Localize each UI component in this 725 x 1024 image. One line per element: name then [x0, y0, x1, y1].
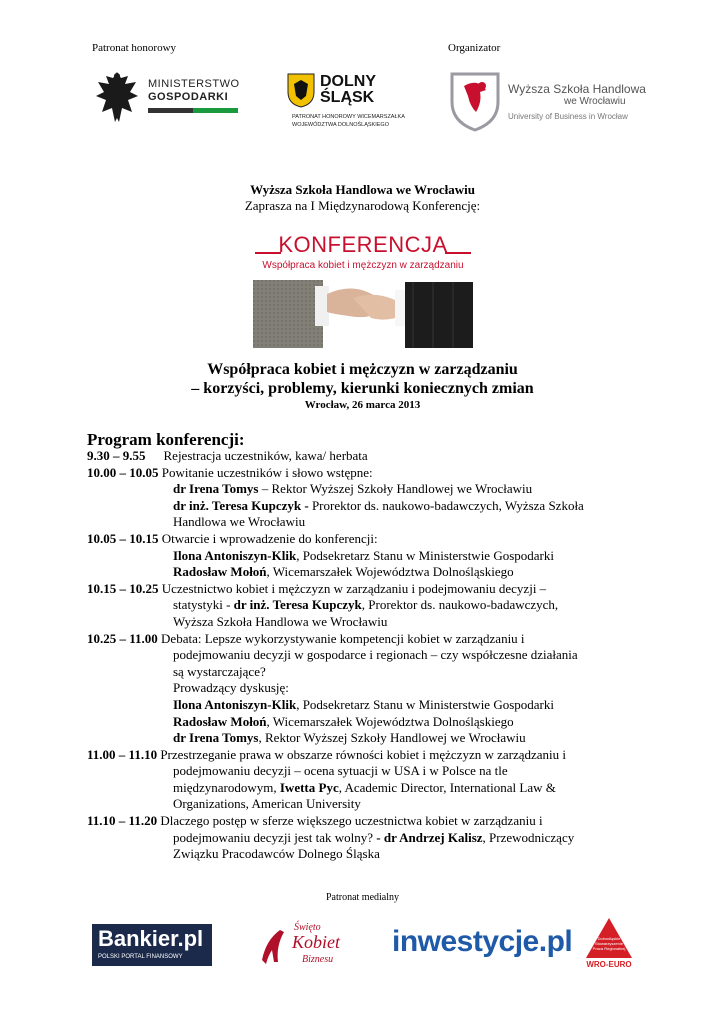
- dolny-slask-logo: [282, 70, 405, 140]
- program-text: Związku Pracodawców Dolnego Śląska: [173, 846, 380, 862]
- swieto-line1: Święto: [294, 922, 321, 933]
- dolny-sub1: PATRONAT HONOROWY WICEMARSZAŁKA: [292, 114, 405, 120]
- patronat-honorowy-label: Patronat honorowy: [92, 42, 177, 54]
- banner-title: KONFERENCJA: [278, 232, 448, 257]
- program-speaker: [87, 498, 647, 515]
- program-item: [87, 581, 647, 598]
- conference-title-line1: Współpraca kobiet i mężczyzn w zarządzaniu: [207, 361, 518, 378]
- program-text: Otwarcie i wprowadzenie do konferencji:: [161, 530, 378, 546]
- wsh-line2: we Wrocławiu: [564, 96, 626, 107]
- program-item: [87, 631, 647, 648]
- program-text: podejmowaniu decyzji – ocena sytuacji w USA i w Polsce na tle: [173, 763, 508, 779]
- bankier-name: Bankier.pl: [98, 926, 204, 951]
- program-time: 11.00 – 11.10: [87, 746, 158, 762]
- ministerstwo-line2: GOSPODARKI: [148, 91, 229, 103]
- intro-org: Wyższa Szkoła Handlowa we Wrocławiu: [250, 182, 475, 197]
- program-text: Powitanie uczestników i słowo wstępne:: [161, 464, 373, 480]
- program-text: międzynarodowym,: [173, 779, 280, 795]
- speaker-role: , Prorektor ds. naukowo-badawczych,: [361, 597, 559, 613]
- program-time: 10.25 – 11.00: [87, 630, 158, 646]
- wro-line1: Dolnośląskie: [597, 936, 621, 941]
- inwestycje-logo: inwestycje.pl: [392, 925, 573, 958]
- program-text: Rejestracja uczestników, kawa/ herbata: [163, 448, 368, 463]
- program-line: [87, 846, 647, 863]
- wro-euro-name: WRO-EURO: [586, 960, 632, 969]
- program-text: podejmowaniu decyzji w gospodarce i regionach – czy współczesne działania: [173, 647, 578, 663]
- program-text: Prowadzący dyskusję:: [173, 680, 289, 696]
- program-text: Dlaczego postęp w sferze większego uczestnictwa kobiet w zarządzaniu i: [160, 813, 543, 829]
- program-item: [87, 747, 647, 764]
- conference-title-line2: – korzyści, problemy, kierunki koniecznych zmian: [191, 380, 534, 397]
- speaker-name: dr Irena Tomys: [173, 730, 259, 746]
- program-line: [87, 614, 647, 631]
- conference-date: Wrocław, 26 marca 2013: [304, 399, 421, 411]
- program-speaker: [87, 730, 647, 747]
- organizator-label: Organizator: [448, 42, 501, 54]
- heel-shoe-icon: [258, 920, 288, 970]
- speaker-role: – Rektor Wyższej Szkoły Handlowej we Wrocławiu: [258, 481, 533, 497]
- speaker-name: Ilona Antoniszyn-Klik: [173, 547, 297, 563]
- speaker-role: , Wicemarszałek Województwa Dolnośląskiego: [266, 713, 514, 729]
- konferencja-banner: [253, 228, 473, 348]
- dolny-slask-crest-icon: [286, 72, 316, 108]
- speaker-role: , Podsekretarz Stanu w Ministerstwie Gospodarki: [296, 696, 554, 712]
- program-line: [87, 796, 647, 813]
- program-time: 10.15 – 10.25: [87, 580, 159, 596]
- swieto-kobiet-biznesu-logo: [258, 920, 358, 972]
- swieto-line3: Biznesu: [302, 954, 334, 965]
- speaker-name: Iwetta Pyc: [279, 779, 339, 795]
- speaker-name: dr inż. Teresa Kupczyk -: [173, 497, 309, 513]
- eagle-icon: [92, 68, 142, 128]
- bankier-sub: POLSKI PORTAL FINANSOWY: [98, 954, 183, 960]
- program-text: statystyki -: [173, 597, 234, 613]
- dolny-line1: DOLNY: [320, 73, 376, 90]
- speaker-role-cont: Wyższa Szkoła Handlowa we Wrocławiu: [173, 613, 388, 629]
- wsh-line3: University of Business in Wrocław: [508, 112, 628, 121]
- speaker-name: dr Irena Tomys: [173, 481, 259, 497]
- wro-line3: Praca Regionalnej: [592, 946, 626, 951]
- wsh-shield-icon: [448, 68, 502, 132]
- program-item: [87, 448, 647, 465]
- wsh-logo: [448, 68, 648, 134]
- program-heading: Program konferencji:: [87, 430, 245, 449]
- handshake-illustration: [253, 276, 473, 348]
- program-item: [87, 465, 647, 482]
- program-item: [87, 531, 647, 548]
- speaker-role: , Przewodniczący: [482, 829, 575, 845]
- program-time: 10.00 – 10.05: [87, 464, 159, 480]
- program-list: [87, 448, 647, 863]
- swieto-line2: Kobiet: [292, 932, 340, 952]
- wro-euro-logo: [584, 916, 634, 972]
- patronat-medialny-label: Patronat medialny: [325, 892, 400, 903]
- program-text: Uczestnictwo kobiet i mężczyzn w zarządzaniu i podejmowaniu decyzji –: [161, 580, 547, 596]
- program-line: [87, 647, 647, 664]
- dolny-line2: ŚLĄSK: [320, 89, 375, 106]
- speaker-role: Prorektor ds. naukowo-badawczych, Wyższa Szkoła: [308, 497, 584, 513]
- program-line: [87, 780, 647, 797]
- speaker-role: , Rektor Wyższej Szkoły Handlowej we Wrocławiu: [258, 730, 526, 746]
- program-speaker: [87, 714, 647, 731]
- program-line: [87, 830, 647, 847]
- program-time: 11.10 – 11.20: [87, 813, 158, 829]
- program-text: Debata: Lepsze wykorzystywanie kompetencji kobiet w zarządzaniu i: [161, 630, 525, 646]
- ministerstwo-gospodarki-logo: [92, 68, 242, 130]
- program-time: 10.05 – 10.15: [87, 530, 159, 546]
- wro-line2: Stowarzyszenie: [594, 941, 623, 946]
- speaker-role: , Podsekretarz Stanu w Ministerstwie Gospodarki: [296, 547, 554, 563]
- speaker-role-cont: Handlowa we Wrocławiu: [173, 514, 306, 530]
- speaker-name: Ilona Antoniszyn-Klik: [173, 696, 297, 712]
- speaker-name: - dr Andrzej Kalisz: [376, 829, 483, 845]
- program-line: [87, 664, 647, 681]
- program-line: [87, 680, 647, 697]
- program-text: Organizations, American University: [173, 796, 361, 812]
- speaker-name: Radosław Mołoń: [173, 713, 267, 729]
- speaker-name: dr inż. Teresa Kupczyk: [233, 597, 362, 613]
- program-text: są wystarczające?: [173, 663, 266, 679]
- program-item: [87, 813, 647, 830]
- speaker-name: Radosław Mołoń: [173, 564, 267, 580]
- bankier-logo: [92, 924, 212, 966]
- speaker-role: , Academic Director, International Law &: [338, 779, 556, 795]
- speaker-role: , Wicemarszałek Województwa Dolnośląskiego: [266, 564, 514, 580]
- program-line: [87, 514, 647, 531]
- program-line: [87, 763, 647, 780]
- program-text: Przestrzeganie prawa w obszarze równości kobiet i mężczyzn w zarządzaniu i: [160, 746, 567, 762]
- intro-invite: Zaprasza na I Międzynarodową Konferencję:: [244, 198, 481, 213]
- program-speaker: [87, 548, 647, 565]
- program-speaker: [87, 564, 647, 581]
- program-time: 9.30 – 9.55: [87, 448, 146, 463]
- program-line: [87, 597, 647, 614]
- banner-subtitle: Współpraca kobiet i mężczyzn w zarządzaniu: [262, 260, 464, 271]
- ministerstwo-line1: MINISTERSTWO: [148, 78, 240, 90]
- program-speaker: [87, 697, 647, 714]
- program-text: podejmowaniu decyzji jest tak wolny?: [173, 829, 377, 845]
- dolny-sub2: WOJEWÓDZTWA DOLNOŚLĄSKIEGO: [292, 122, 389, 128]
- program-speaker: [87, 481, 647, 498]
- wsh-line1: Wyższa Szkoła Handlowa: [508, 82, 646, 96]
- ministerstwo-stripe: [148, 108, 238, 113]
